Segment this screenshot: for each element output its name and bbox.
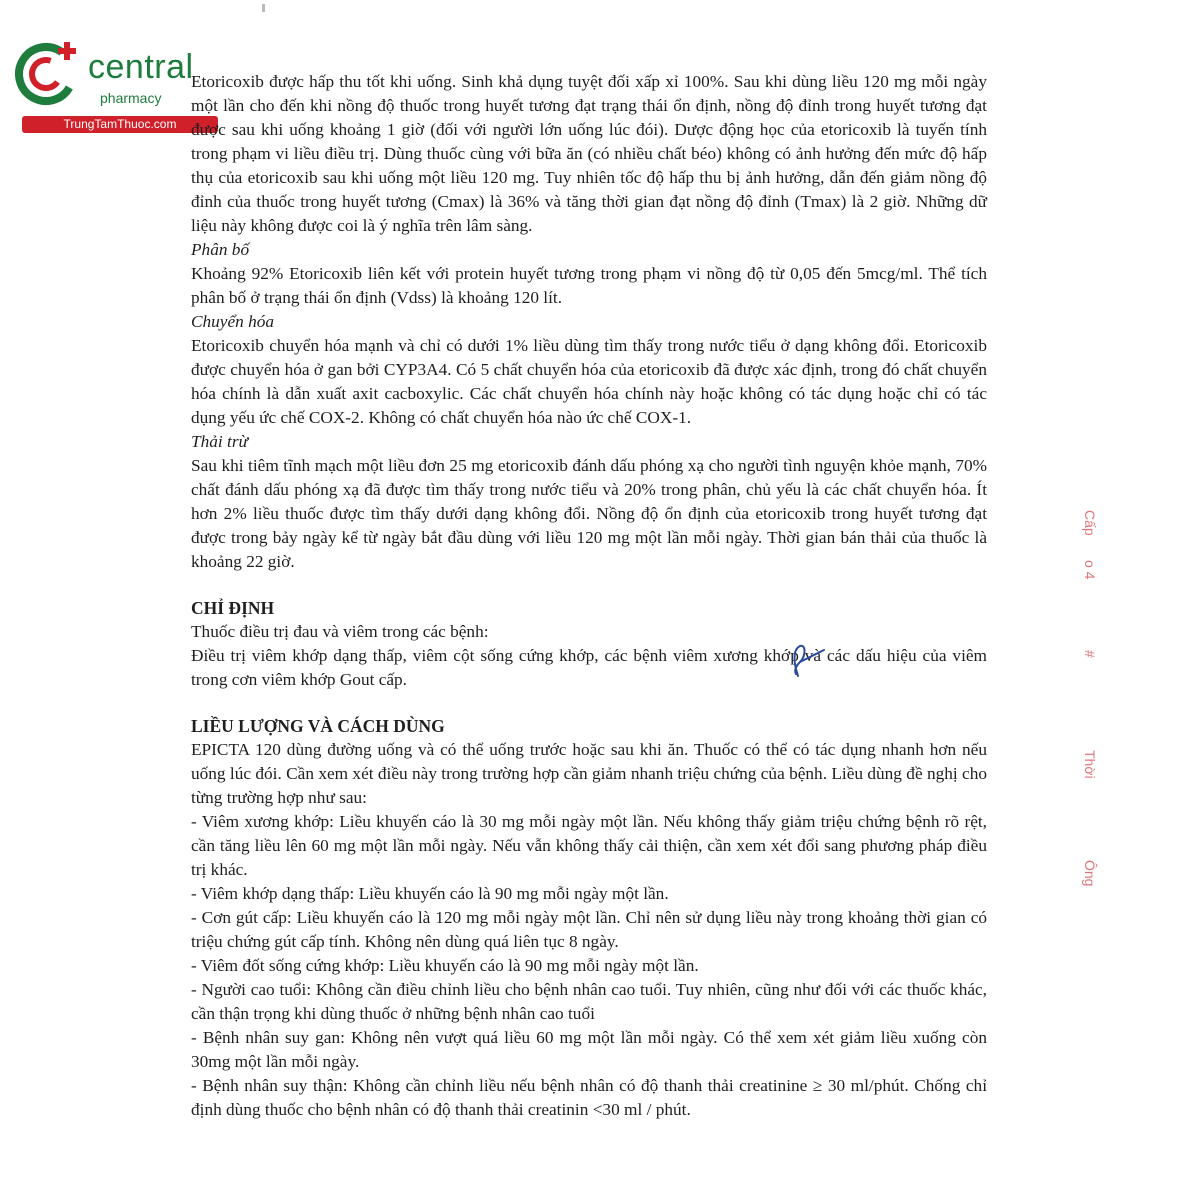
central-pharmacy-logo[interactable] bbox=[10, 36, 215, 136]
paragraph-distribution: Khoảng 92% Etoricoxib liên kết với protein huyết tương trong phạm vi nồng độ từ 0,05 đến 5mcg/ml. Thể tích phân bố ở trạng thái ổn định (Vdss) là khoảng 120 lít. bbox=[191, 264, 987, 307]
dosage-item: - Người cao tuổi: Không cần điều chỉnh liều cho bệnh nhân cao tuổi. Tuy nhiên, cũng như đối với các thuốc khác, cần thận trọng khi dùng thuốc ở những bệnh nhân cao tuổi bbox=[191, 980, 987, 1023]
heading-metabolism: Chuyển hóa bbox=[191, 312, 275, 331]
dosage-item: - Viêm đốt sống cứng khớp: Liều khuyến cáo là 90 mg mỗi ngày một lần. bbox=[191, 956, 699, 975]
logo-domain-badge: TrungTamThuoc.com bbox=[22, 116, 218, 133]
logo-sub-text: pharmacy bbox=[100, 90, 162, 106]
logo-brand-text: central bbox=[88, 48, 194, 86]
heading-indications: CHỈ ĐỊNH bbox=[191, 598, 275, 618]
paragraph-metabolism: Etoricoxib chuyển hóa mạnh và chỉ có dưới 1% liều dùng tìm thấy trong nước tiểu ở dạng không đổi. Etoricoxib được chuyển hóa ở gan bởi CYP3A4. Có 5 chất chuyển hóa của etoricoxib đã được xác định, trong đó chất chuyển hóa chính là dẫn xuất axit cacboxylic. Các chất chuyển hóa chính này hoặc không có tác dụng hoặc chỉ có tác dụng yếu ức chế COX-2. Không có chất chuyển hóa nào ức chế COX-1. bbox=[191, 336, 987, 427]
dosage-item: - Viêm xương khớp: Liều khuyến cáo là 30 mg mỗi ngày một lần. Nếu không thấy giảm triệu chứng bệnh rõ rệt, cần tăng liều lên 60 mg một lần mỗi ngày. Nếu vẫn không thấy cải thiện, cần xem xét đổi sang phương pháp điều trị khác. bbox=[191, 812, 987, 879]
paragraph-indications-1: Thuốc điều trị đau và viêm trong các bệnh: bbox=[191, 622, 489, 641]
document-body bbox=[191, 70, 987, 1122]
signature-icon bbox=[780, 636, 840, 686]
stamp-text: o 4 bbox=[1082, 560, 1098, 580]
red-stamp-mark bbox=[1080, 500, 1120, 930]
dosage-item: - Cơn gút cấp: Liều khuyến cáo là 120 mg mỗi ngày một lần. Chỉ nên sử dụng liều này trong khoảng thời gian có triệu chứng gút cấp tính. Không nên dùng quá liên tục 8 ngày. bbox=[191, 908, 987, 951]
paragraph-indications-2: Điều trị viêm khớp dạng thấp, viêm cột sống cứng khớp, các bệnh viêm xương khớp và các dấu hiệu của viêm trong cơn viêm khớp Gout cấp. bbox=[191, 646, 987, 689]
dosage-item: - Viêm khớp dạng thấp: Liều khuyến cáo là 90 mg mỗi ngày một lần. bbox=[191, 884, 669, 903]
heading-distribution: Phân bố bbox=[191, 240, 250, 259]
dosage-item: - Bệnh nhân suy thận: Không cần chỉnh liều nếu bệnh nhân có độ thanh thải creatinine ≥ 30 ml/phút. Chống chỉ định dùng thuốc cho bệnh nhân có độ thanh thải creatinin <30 ml / phút. bbox=[191, 1076, 987, 1119]
stamp-text: Cấp bbox=[1082, 510, 1098, 536]
dosage-item: - Bệnh nhân suy gan: Không nên vượt quá liều 60 mg một lần mỗi ngày. Có thể xem xét giảm liều xuống còn 30mg một lần mỗi ngày. bbox=[191, 1028, 987, 1071]
stamp-text: Ông bbox=[1082, 860, 1098, 887]
paragraph-elimination: Sau khi tiêm tĩnh mạch một liều đơn 25 mg etoricoxib đánh dấu phóng xạ cho người tình nguyện khỏe mạnh, 70% chất đánh dấu phóng xạ đã được tìm thấy trong nước tiểu và 20% trong phân, chủ yếu là các chất chuyển hóa. Ít hơn 2% liều thuốc được tìm thấy dưới dạng không đổi. Nồng độ ổn định của etoricoxib trong huyết tương đạt được trong bảy ngày kể từ ngày bắt đầu dùng với liều 120 mg một lần mỗi ngày. Thời gian bán thải của thuốc là khoảng 22 giờ. bbox=[191, 456, 987, 571]
paragraph-absorption: Etoricoxib được hấp thu tốt khi uống. Sinh khả dụng tuyệt đối xấp xỉ 100%. Sau khi dùng liều 120 mg mỗi ngày một lần cho đến khi nồng độ thuốc trong huyết tương đạt trạng thái ổn định, nồng độ đỉnh trong huyết tương đạt được sau khi uống khoảng 1 giờ (đối với người lớn uống lúc đói). Dược động học của etoricoxib là tuyến tính trong phạm vi liều điều trị. Dùng thuốc cùng với bữa ăn (có nhiều chất béo) không có ảnh hưởng đến mức độ hấp thụ của etoricoxib sau khi uống một liều 120 mg. Tuy nhiên tốc độ hấp thu bị ảnh hưởng, dẫn đến giảm nồng độ đỉnh của thuốc trong huyết tương (Cmax) là 36% và tăng thời gian đạt nồng độ đỉnh (Tmax) là 2 giờ. Những dữ liệu này không được coi là ý nghĩa trên lâm sàng. bbox=[191, 72, 987, 235]
heading-elimination: Thải trừ bbox=[191, 432, 248, 451]
heading-dosage: LIỀU LƯỢNG VÀ CÁCH DÙNG bbox=[191, 716, 445, 736]
stamp-text: # bbox=[1082, 650, 1098, 658]
scan-mark bbox=[262, 4, 265, 12]
stamp-text: Thời bbox=[1082, 750, 1098, 779]
paragraph-dosage-intro: EPICTA 120 dùng đường uống và có thể uống trước hoặc sau khi ăn. Thuốc có thể có tác dụng nhanh hơn nếu uống lúc đói. Cần xem xét điều này trong trường hợp cần giảm nhanh triệu chứng của bệnh. Liều dùng đề nghị cho từng trường hợp như sau: bbox=[191, 740, 987, 807]
logo-c-icon bbox=[10, 36, 90, 116]
